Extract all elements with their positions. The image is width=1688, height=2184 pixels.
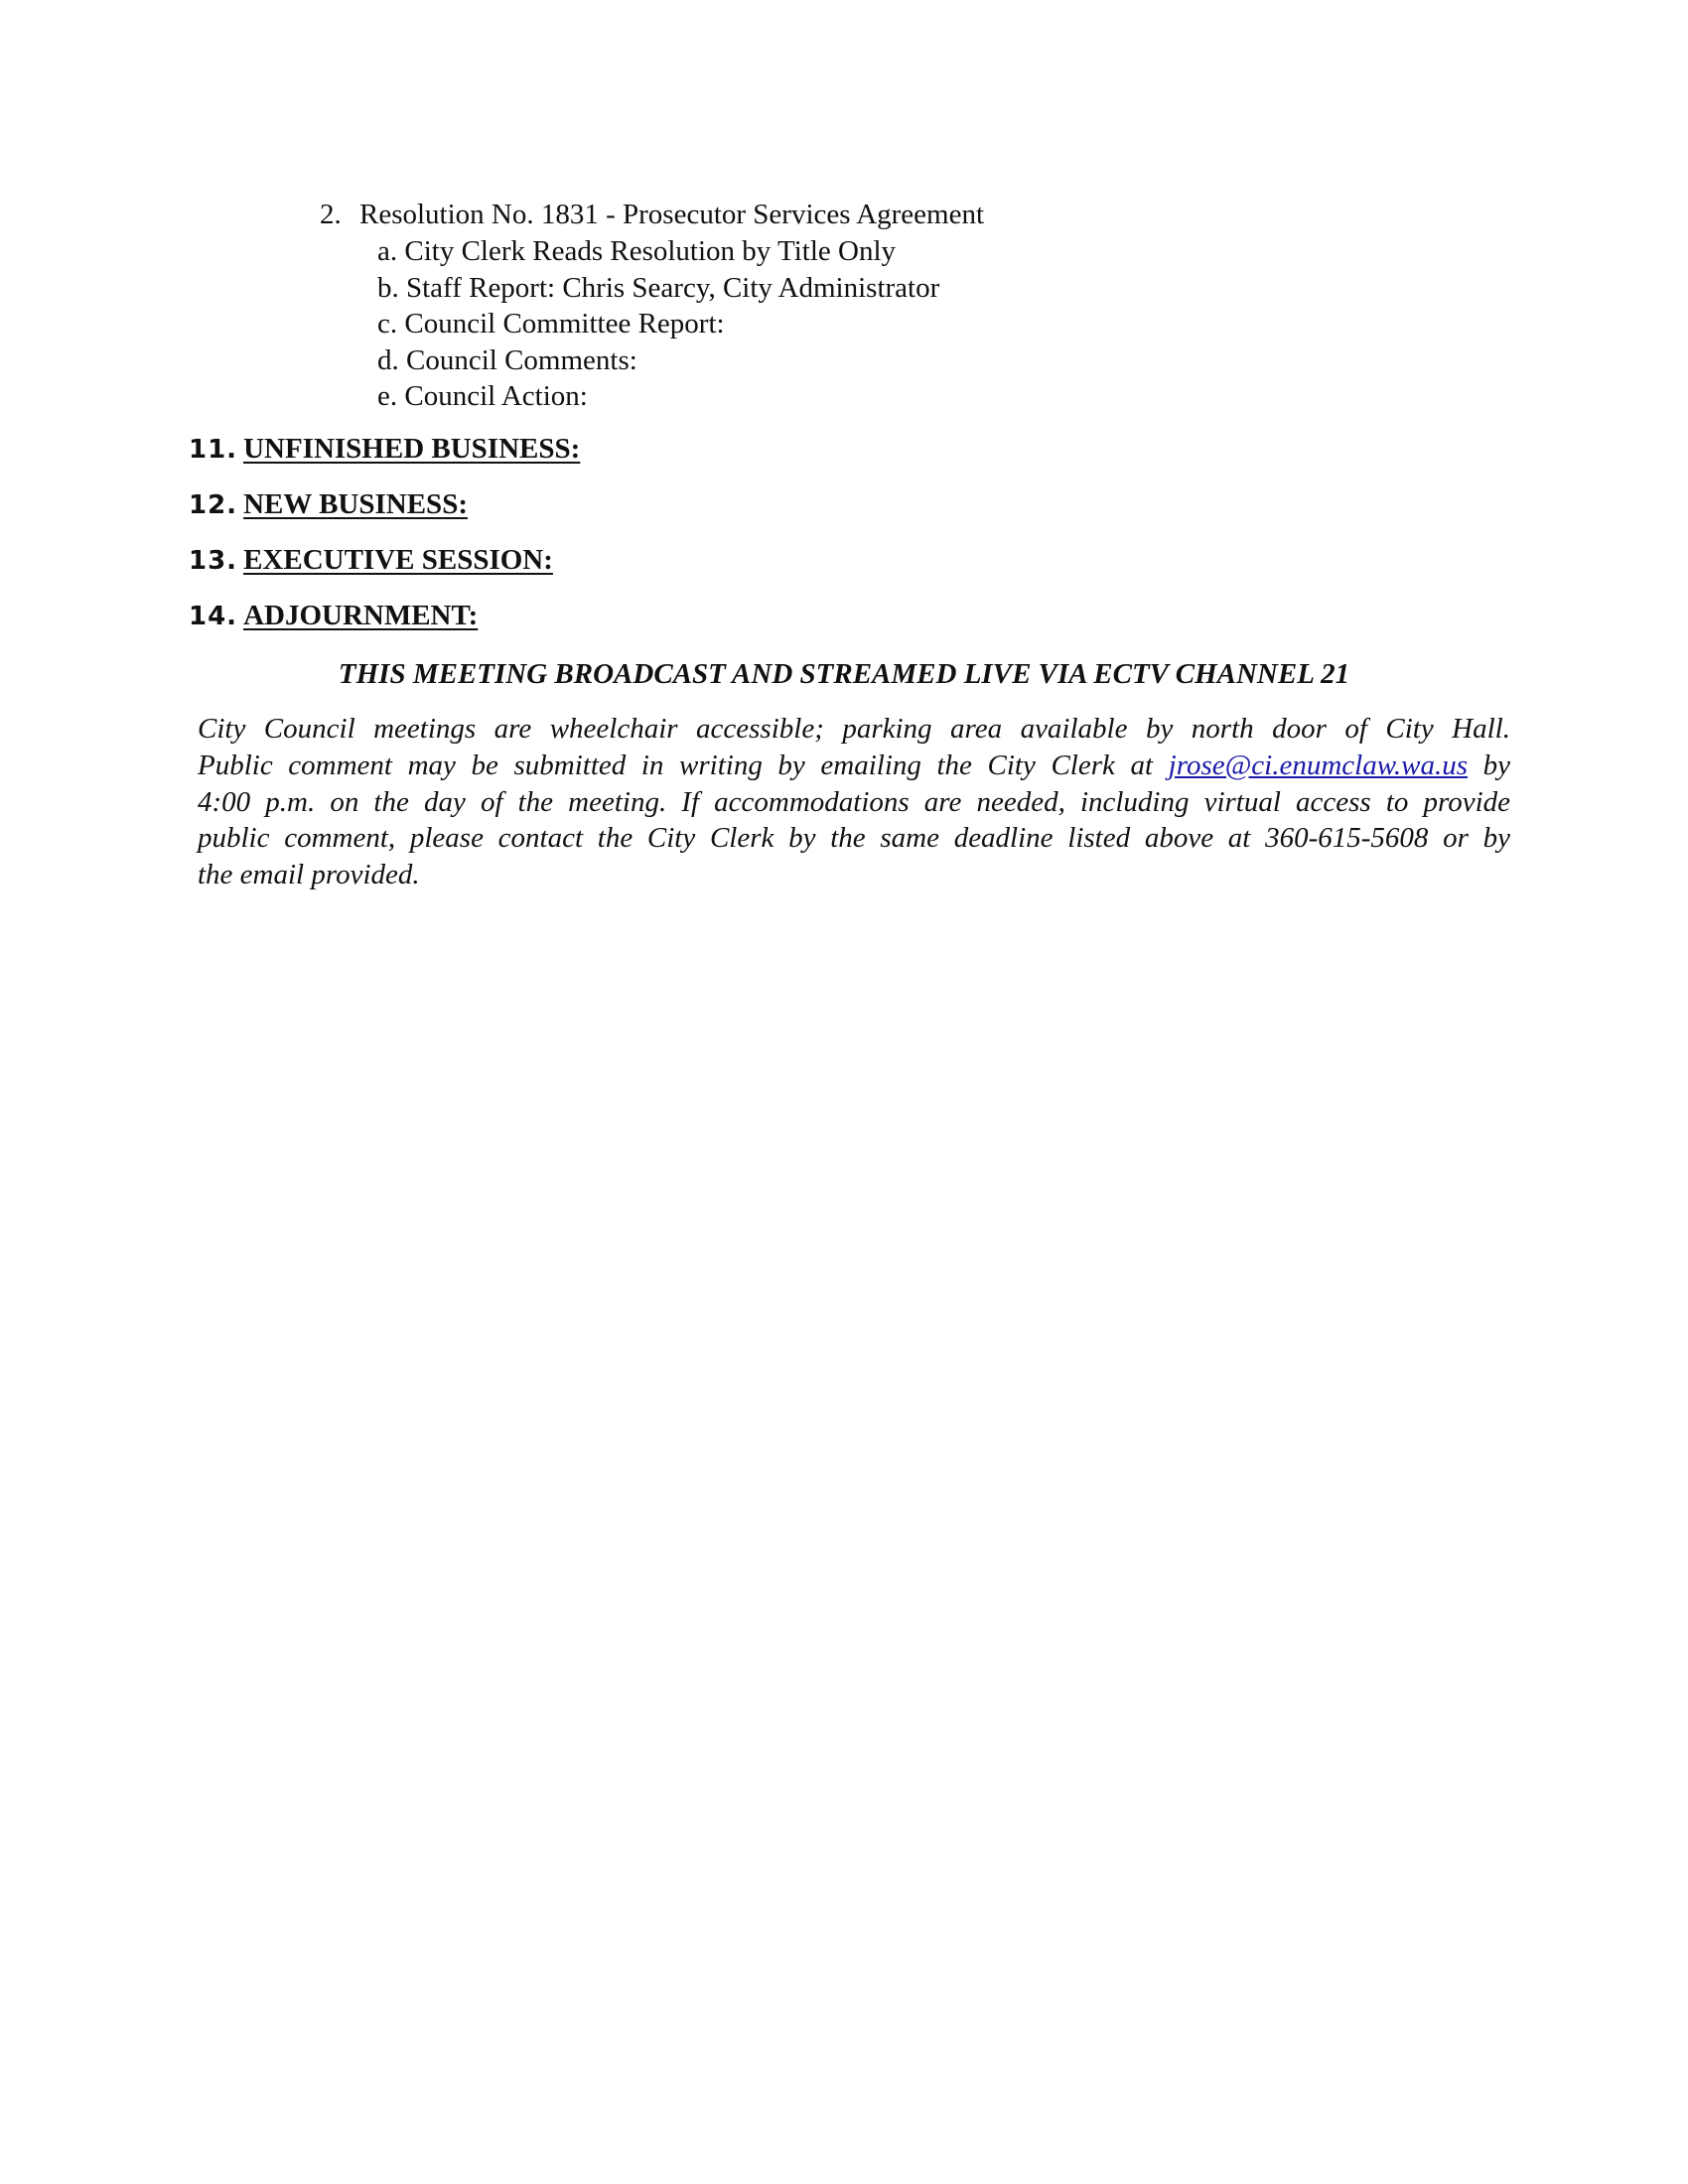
clerk-email-link[interactable]: jrose@ci.enumclaw.wa.us [1168, 749, 1469, 781]
heading-label: UNFINISHED BUSINESS: [243, 433, 581, 465]
heading-number: 14. [189, 602, 238, 631]
heading-new-business [189, 486, 468, 523]
heading-number: 13. [189, 546, 238, 576]
heading-executive-session [189, 542, 553, 579]
agenda-item-subpoints [377, 233, 939, 415]
heading-number: 12. [189, 490, 238, 520]
agenda-item-title [320, 197, 984, 232]
notice-line-5: the email provided. [198, 859, 420, 891]
heading-number: 11. [189, 435, 238, 465]
notice-line-4: public comment, please contact the City Clerk by the same deadline listed above at 360-615-5608 or by [198, 822, 1510, 855]
notice-line-3: 4:00 p.m. on the day of the meeting. If accommodations are needed, including virtual access to provide [198, 785, 1510, 818]
subpoint-council-comments: d. Council Comments: [377, 343, 637, 376]
notice-line-2 [198, 748, 1510, 784]
notice-line-2-text: Public comment may be submitted in writing by emailing the City Clerk at [198, 749, 1169, 781]
subpoint-staff-report: b. Staff Report: Chris Searcy, City Administrator [377, 271, 940, 304]
broadcast-notice: THIS MEETING BROADCAST AND STREAMED LIVE VIA ECTV CHANNEL 21 [338, 658, 1350, 690]
heading-label: EXECUTIVE SESSION: [243, 544, 553, 576]
heading-unfinished-business [189, 431, 580, 468]
agenda-item-title-text: Resolution No. 1831 - Prosecutor Services Agreement [359, 199, 985, 230]
heading-label: NEW BUSINESS: [243, 488, 468, 520]
notice-line-1: City Council meetings are wheelchair accessible; parking area available by north door of City Hall. [198, 713, 1510, 745]
subpoint-reads-resolution: a. City Clerk Reads Resolution by Title Only [377, 235, 897, 267]
accessibility-notice [198, 711, 1510, 893]
subpoint-council-action: e. Council Action: [377, 380, 588, 412]
heading-label: ADJOURNMENT: [243, 600, 479, 631]
heading-adjournment [189, 598, 478, 634]
subpoint-committee-report: c. Council Committee Report: [377, 308, 725, 340]
notice-line-2-tail: by [1468, 749, 1510, 781]
agenda-item-number: 2. [320, 199, 342, 230]
